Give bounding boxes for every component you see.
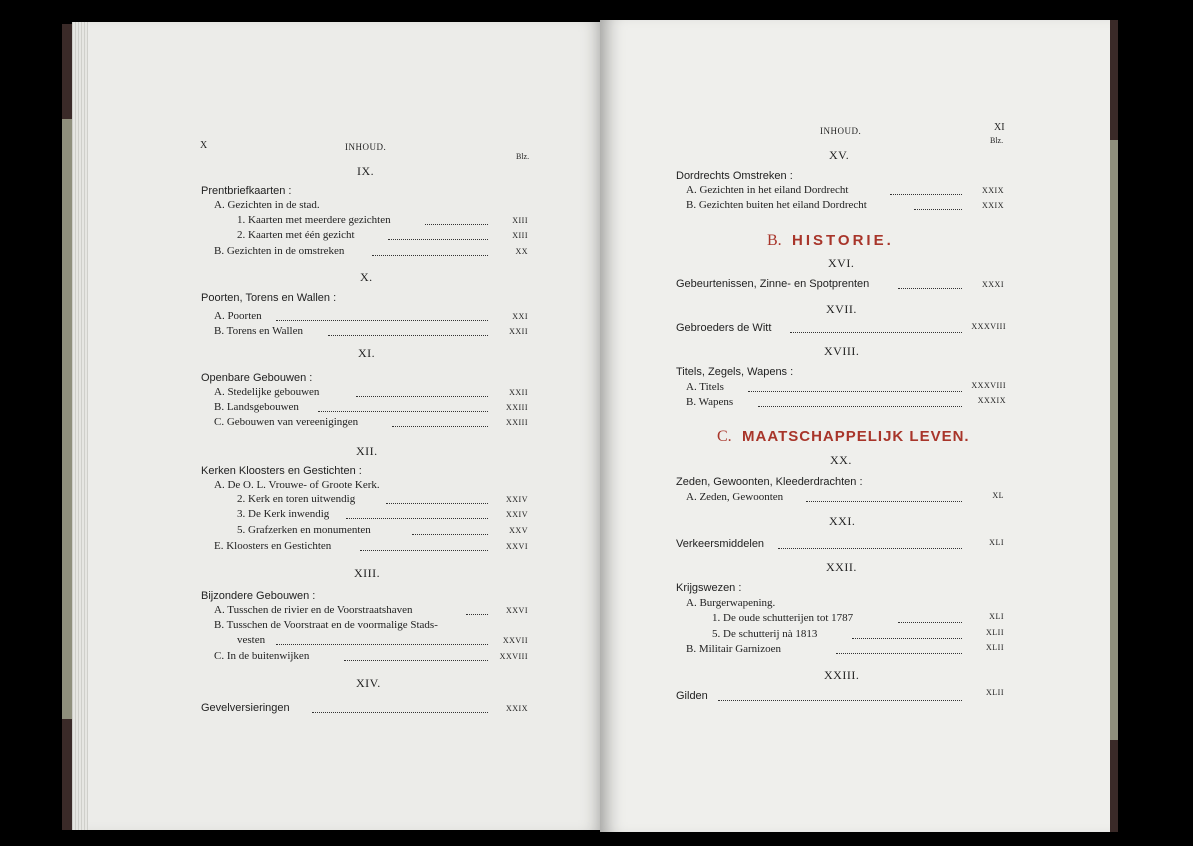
- section-numeral: XVI.: [828, 256, 855, 270]
- leader-dots: [914, 209, 962, 210]
- page-edges: [72, 22, 88, 830]
- toc-entry: 1. Kaarten met meerdere gezichten: [237, 214, 391, 226]
- leader-dots: [898, 288, 962, 289]
- toc-entry: 5. Grafzerken en monumenten: [237, 524, 371, 536]
- section-heading: Prentbriefkaarten :: [201, 185, 292, 197]
- part-title: HISTORIE.: [792, 232, 894, 249]
- toc-entry: A. Burgerwapening.: [686, 597, 776, 609]
- leader-dots: [276, 320, 488, 321]
- section-heading: Titels, Zegels, Wapens :: [676, 366, 794, 378]
- leader-dots: [718, 700, 962, 701]
- section-heading: Poorten, Torens en Wallen :: [201, 292, 337, 304]
- section-numeral: XV.: [829, 148, 850, 162]
- part-heading-maatschappelijk: [717, 428, 970, 446]
- leader-dots: [758, 406, 962, 407]
- leader-dots: [852, 638, 962, 639]
- page-number: XXIV: [506, 510, 528, 519]
- part-title: MAATSCHAPPELIJK LEVEN.: [742, 428, 970, 445]
- leader-dots: [466, 614, 488, 615]
- leader-dots: [356, 396, 488, 397]
- part-heading-historie: [767, 232, 894, 250]
- section-numeral: XVIII.: [824, 344, 860, 358]
- folio-right: XI: [994, 122, 1005, 133]
- toc-entry: 5. De schutterij nà 1813: [712, 628, 818, 640]
- running-head-left: INHOUD.: [345, 142, 387, 152]
- page-number: XL: [992, 491, 1004, 500]
- page-number: XLII: [986, 628, 1004, 637]
- section-heading: Krijgswezen :: [676, 582, 742, 594]
- leader-dots: [328, 335, 488, 336]
- leader-dots: [386, 503, 488, 504]
- section-heading: Zeden, Gewoonten, Kleederdrachten :: [676, 476, 863, 488]
- section-numeral: XI.: [358, 346, 376, 360]
- part-letter: C.: [717, 428, 732, 445]
- leader-dots: [806, 501, 962, 502]
- toc-entry: C. Gebouwen van vereenigingen: [214, 416, 359, 428]
- leader-dots: [898, 622, 962, 623]
- section-numeral: XXI.: [829, 514, 856, 528]
- page-number: XLI: [989, 538, 1004, 547]
- page-number: XXVI: [506, 542, 528, 551]
- section-heading: Gebeurtenissen, Zinne- en Spotprenten: [676, 278, 870, 290]
- page-number: XIII: [512, 216, 528, 225]
- toc-entry: B. Torens en Wallen: [214, 325, 303, 337]
- toc-entry: B. Tusschen de Voorstraat en de voormalige Stads-: [214, 619, 438, 631]
- leader-dots: [312, 712, 488, 713]
- toc-entry: A. Tusschen de rivier en de Voorstraatshaven: [214, 604, 413, 616]
- page-number: XXVI: [506, 606, 528, 615]
- toc-entry: A. Stedelijke gebouwen: [214, 386, 320, 398]
- page-number: XXIX: [982, 201, 1004, 210]
- page-number: XXI: [512, 312, 528, 321]
- page-number: XXIV: [506, 495, 528, 504]
- section-heading: Openbare Gebouwen :: [201, 372, 313, 384]
- leader-dots: [425, 224, 488, 225]
- page-number: XXIX: [506, 704, 528, 713]
- blz-label-left: Blz.: [516, 152, 530, 161]
- leader-dots: [392, 426, 488, 427]
- toc-entry: A. De O. L. Vrouwe- of Groote Kerk.: [214, 479, 380, 491]
- toc-entry: vesten: [237, 634, 266, 646]
- toc-entry: B. Landsgebouwen: [214, 401, 299, 413]
- section-numeral: XX.: [830, 453, 852, 467]
- toc-entry: 2. Kerk en toren uitwendig: [237, 493, 356, 505]
- leader-dots: [372, 255, 488, 256]
- section-numeral: XXII.: [826, 560, 857, 574]
- section-heading: Bijzondere Gebouwen :: [201, 590, 316, 602]
- toc-entry: A. Gezichten in de stad.: [214, 199, 320, 211]
- section-heading: Gebroeders de Witt: [676, 322, 772, 334]
- page-number: XLII: [986, 688, 1004, 697]
- section-heading: Gevelversieringen: [201, 702, 290, 714]
- section-numeral: XIV.: [356, 676, 381, 690]
- toc-entry: 3. De Kerk inwendig: [237, 508, 330, 520]
- page-number: XXIX: [982, 186, 1004, 195]
- section-heading: Dordrechts Omstreken :: [676, 170, 793, 182]
- leader-dots: [318, 411, 488, 412]
- leader-dots: [790, 332, 962, 333]
- section-numeral: XIII.: [354, 566, 381, 580]
- page-number: XXIII: [505, 403, 528, 412]
- leader-dots: [344, 660, 488, 661]
- toc-entry: A. Zeden, Gewoonten: [686, 491, 784, 503]
- leader-dots: [778, 548, 962, 549]
- section-numeral: XII.: [356, 444, 378, 458]
- section-heading: Kerken Kloosters en Gestichten :: [201, 465, 362, 477]
- toc-entry: A. Poorten: [214, 310, 262, 322]
- right-page: [600, 20, 1110, 832]
- page-number: XXII: [509, 388, 528, 397]
- toc-entry: E. Kloosters en Gestichten: [214, 540, 332, 552]
- leader-dots: [346, 518, 488, 519]
- page-number: XLII: [986, 643, 1004, 652]
- leader-dots: [360, 550, 488, 551]
- page-number: XX: [515, 247, 528, 256]
- page-number: XXV: [509, 526, 528, 535]
- part-letter: B.: [767, 232, 782, 249]
- section-heading: Verkeersmiddelen: [676, 538, 765, 550]
- toc-entry: B. Gezichten buiten het eiland Dordrecht: [686, 199, 867, 211]
- leader-dots: [388, 239, 488, 240]
- page-number: XXXVIII: [971, 322, 1006, 331]
- page-number: XXXI: [982, 280, 1004, 289]
- leader-dots: [748, 391, 962, 392]
- toc-entry: A. Gezichten in het eiland Dordrecht: [686, 184, 849, 196]
- page-number: XXII: [509, 327, 528, 336]
- toc-entry: C. In de buitenwijken: [214, 650, 310, 662]
- folio-left: X: [200, 140, 208, 151]
- running-head-right: INHOUD.: [820, 126, 862, 136]
- section-numeral: XVII.: [826, 302, 857, 316]
- toc-entry: A. Titels: [686, 381, 724, 393]
- leader-dots: [890, 194, 962, 195]
- page-number: XXIII: [505, 418, 528, 427]
- toc-entry: 1. De oude schutterijen tot 1787: [712, 612, 854, 624]
- section-numeral: XXIII.: [824, 668, 860, 682]
- toc-entry: B. Militair Garnizoen: [686, 643, 782, 655]
- leader-dots: [412, 534, 488, 535]
- leader-dots: [836, 653, 962, 654]
- leader-dots: [276, 644, 488, 645]
- toc-entry: B. Gezichten in de omstreken: [214, 245, 345, 257]
- page-number: XIII: [512, 231, 528, 240]
- page-number: XXVIII: [499, 652, 528, 661]
- section-numeral: IX.: [357, 164, 375, 178]
- section-heading: Gilden: [676, 690, 708, 702]
- page-number: XXVII: [502, 636, 528, 645]
- page-number: XLI: [989, 612, 1004, 621]
- section-numeral: X.: [360, 270, 373, 284]
- toc-entry: 2. Kaarten met één gezicht: [237, 229, 355, 241]
- blz-label-right: Blz.: [990, 136, 1004, 145]
- page-number: XXXVIII: [971, 381, 1006, 390]
- page-number: XXXIX: [977, 396, 1006, 405]
- toc-entry: B. Wapens: [686, 396, 734, 408]
